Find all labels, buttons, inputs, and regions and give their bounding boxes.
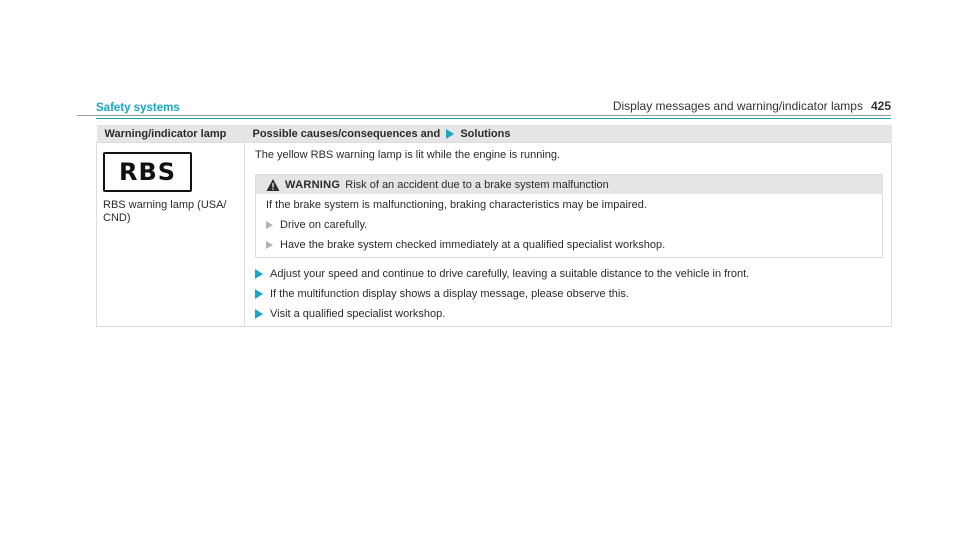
warning-text: If the brake system is malfunctioning, braking characteristics may be impaired. [266, 199, 647, 211]
warning-header [256, 175, 882, 194]
arrow-right-icon [255, 269, 263, 279]
warning-box [255, 174, 883, 258]
list-item [255, 288, 883, 300]
warning-step-text: Have the brake system checked immediately at a qualified specialist workshop. [280, 239, 666, 251]
col-header-causes [245, 125, 892, 143]
col-header-lamp: Warning/indicator lamp [97, 125, 245, 143]
arrow-right-icon [255, 309, 263, 319]
warning-step-text: Drive on carefully. [280, 219, 368, 231]
arrow-right-icon [446, 129, 454, 139]
arrow-right-icon [266, 221, 273, 229]
section-title: Safety systems [96, 102, 180, 114]
intro-text: The yellow RBS warning lamp is lit while the engine is running. [255, 149, 561, 161]
step-text: Visit a qualified specialist workshop. [270, 308, 446, 320]
arrow-right-icon [255, 289, 263, 299]
causes-cell [245, 143, 892, 327]
table-header-row [97, 125, 892, 143]
warning-title: WARNING [285, 178, 341, 191]
list-item [266, 239, 872, 251]
list-item [266, 219, 872, 231]
page-header [613, 99, 891, 113]
table-row [97, 143, 892, 327]
list-item [255, 308, 883, 320]
section-rule [96, 118, 891, 119]
warning-body [256, 194, 882, 257]
list-item [255, 268, 883, 280]
lamp-table [96, 125, 892, 327]
header-title: Display messages and warning/indicator lamps [612, 99, 863, 113]
col-header-causes-text: Possible causes/consequences and [252, 127, 441, 140]
solution-steps [255, 268, 883, 320]
lamp-cell [97, 143, 245, 327]
lamp-description: RBS warning lamp (USA/ CND) [103, 199, 227, 224]
warning-triangle-icon [266, 178, 280, 192]
rbs-lamp-icon: RBS [103, 152, 192, 192]
step-text: If the multifunction display shows a display message, please observe this. [270, 288, 629, 300]
step-text: Adjust your speed and continue to drive carefully, leaving a suitable distance to the vehicle in front. [270, 268, 750, 280]
arrow-right-icon [266, 241, 273, 249]
page-number: 425 [870, 99, 891, 113]
col-header-solutions-text: Solutions [460, 127, 511, 140]
header-rule [77, 115, 891, 116]
warning-subtitle: Risk of an accident due to a brake system malfunction [345, 178, 609, 191]
